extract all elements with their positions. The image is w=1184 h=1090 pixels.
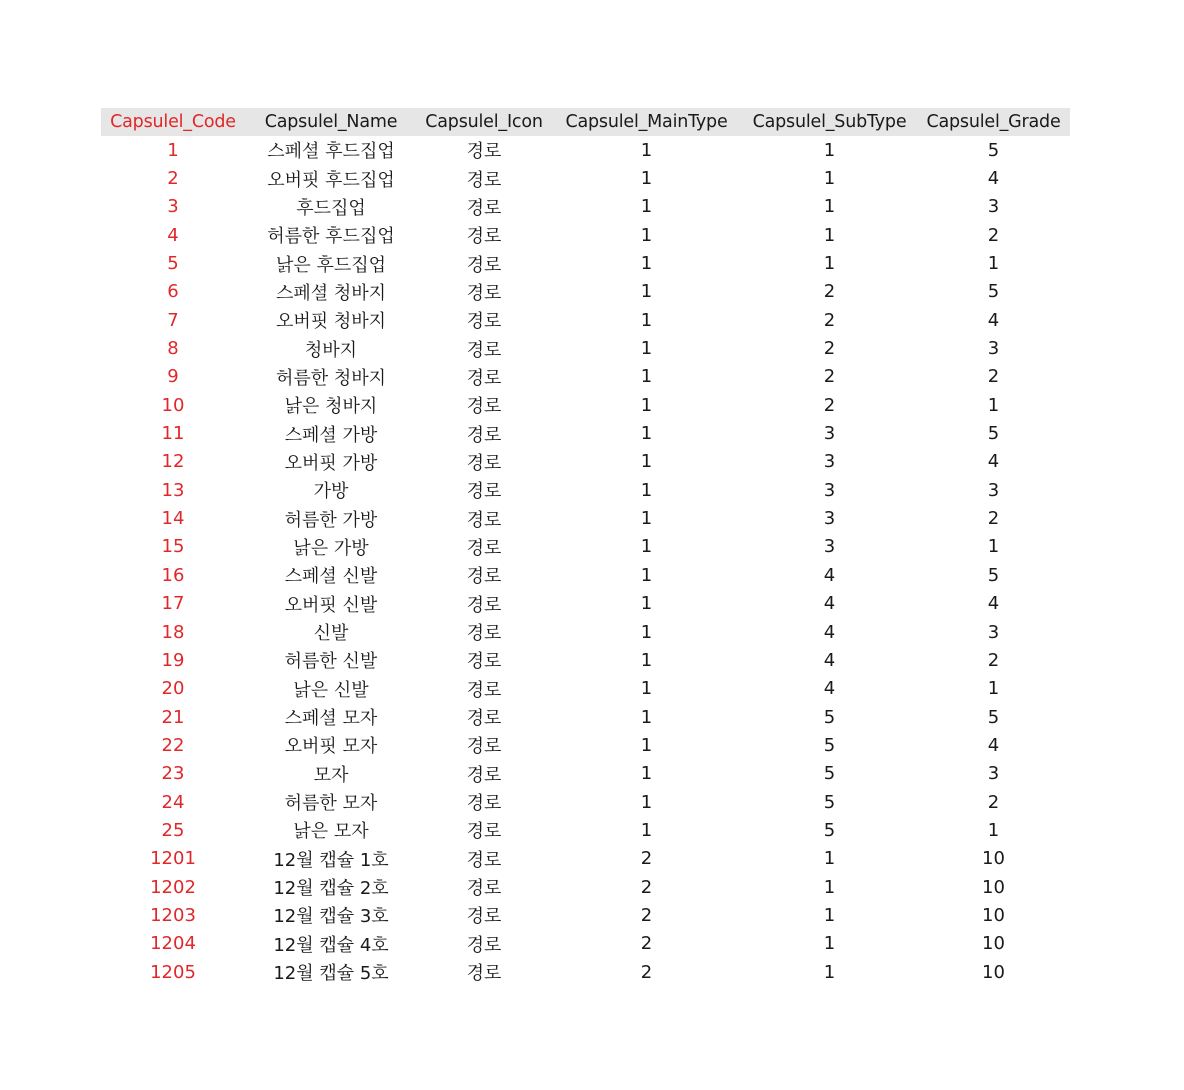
capsule-code-cell[interactable]: 1201	[150, 848, 196, 870]
capsule-icon-cell[interactable]: 경로	[466, 254, 502, 276]
capsule-code-cell[interactable]: 5	[167, 253, 179, 275]
capsule-sub-type-cell[interactable]: 3	[823, 423, 836, 445]
table-row[interactable]	[101, 419, 1070, 447]
capsule-grade-cell[interactable]: 1	[987, 678, 1000, 700]
capsule-main-type-cell[interactable]: 1	[640, 593, 653, 615]
capsule-main-type-cell[interactable]: 2	[640, 904, 653, 926]
capsule-icon-cell[interactable]: 경로	[466, 793, 502, 815]
capsule-main-type-cell[interactable]: 1	[640, 706, 653, 728]
capsule-code-cell[interactable]: 9	[167, 366, 179, 388]
capsule-sub-type-cell[interactable]: 4	[823, 564, 836, 586]
capsule-name-cell[interactable]: 12월 캡슐 3호	[273, 906, 389, 928]
capsule-sub-type-cell[interactable]: 2	[823, 366, 836, 388]
capsule-icon-cell[interactable]: 경로	[466, 367, 502, 389]
capsule-code-cell[interactable]: 25	[161, 819, 185, 841]
capsule-icon-cell[interactable]: 경로	[466, 452, 502, 474]
table-row[interactable]	[101, 930, 1070, 958]
capsule-code-cell[interactable]: 12	[161, 451, 185, 473]
capsule-icon-cell[interactable]: 경로	[466, 226, 502, 248]
capsule-name-cell[interactable]: 스페셜 가방	[284, 424, 378, 446]
capsule-sub-type-cell[interactable]: 1	[823, 253, 836, 275]
capsule-sub-type-cell[interactable]: 3	[823, 451, 836, 473]
capsule-code-cell[interactable]: 19	[161, 649, 185, 671]
capsule-name-cell[interactable]: 오버핏 후드집업	[267, 169, 395, 191]
table-row[interactable]	[101, 873, 1070, 901]
capsule-grade-cell[interactable]: 10	[982, 848, 1005, 870]
capsule-grade-cell[interactable]: 5	[987, 564, 1000, 586]
capsule-main-type-cell[interactable]: 1	[640, 451, 653, 473]
capsule-grade-cell[interactable]: 5	[987, 706, 1000, 728]
table-row[interactable]	[101, 958, 1070, 986]
table-row[interactable]	[101, 845, 1070, 873]
capsule-name-cell[interactable]: 오버핏 청바지	[275, 311, 387, 333]
capsule-main-type-cell[interactable]: 1	[640, 649, 653, 671]
capsule-grade-cell[interactable]: 2	[987, 508, 1000, 530]
capsule-icon-cell[interactable]: 경로	[466, 736, 502, 758]
capsule-sub-type-cell[interactable]: 2	[823, 394, 836, 416]
capsule-code-cell[interactable]: 10	[161, 394, 185, 416]
column-header-capsule-code[interactable]: Capsulel_Code	[110, 112, 236, 132]
capsule-main-type-cell[interactable]: 1	[640, 423, 653, 445]
capsule-main-type-cell[interactable]: 1	[640, 763, 653, 785]
capsule-main-type-cell[interactable]: 1	[640, 338, 653, 360]
capsule-code-cell[interactable]: 13	[161, 479, 185, 501]
capsule-code-cell[interactable]: 2	[167, 168, 179, 190]
capsule-sub-type-cell[interactable]: 1	[823, 139, 836, 161]
capsule-main-type-cell[interactable]: 1	[640, 819, 653, 841]
capsule-name-cell[interactable]: 허름한 후드집업	[267, 226, 395, 248]
capsule-code-cell[interactable]: 1204	[150, 933, 196, 955]
capsule-code-cell[interactable]: 1205	[150, 961, 196, 983]
capsule-sub-type-cell[interactable]: 5	[823, 819, 836, 841]
capsule-grade-cell[interactable]: 3	[987, 621, 1000, 643]
capsule-grade-cell[interactable]: 4	[987, 309, 1000, 331]
capsule-grade-cell[interactable]: 5	[987, 281, 1000, 303]
table-row[interactable]	[101, 561, 1070, 589]
capsule-code-cell[interactable]: 11	[161, 423, 185, 445]
capsule-main-type-cell[interactable]: 1	[640, 536, 653, 558]
capsule-name-cell[interactable]: 가방	[313, 481, 349, 503]
capsule-sub-type-cell[interactable]: 3	[823, 508, 836, 530]
capsule-code-cell[interactable]: 20	[161, 678, 185, 700]
capsule-main-type-cell[interactable]: 1	[640, 196, 653, 218]
capsule-grade-cell[interactable]: 2	[987, 366, 1000, 388]
table-row[interactable]	[101, 249, 1070, 277]
capsule-name-cell[interactable]: 12월 캡슐 2호	[273, 878, 389, 900]
capsule-code-cell[interactable]: 1	[167, 139, 179, 161]
capsule-code-cell[interactable]: 1203	[150, 904, 196, 926]
table-row[interactable]	[101, 221, 1070, 249]
capsule-grade-cell[interactable]: 10	[982, 904, 1005, 926]
capsule-data-table	[101, 108, 1070, 986]
table-row[interactable]	[101, 164, 1070, 192]
capsule-name-cell[interactable]: 모자	[313, 764, 349, 786]
capsule-name-cell[interactable]: 스페셜 모자	[284, 708, 378, 730]
capsule-name-cell[interactable]: 12월 캡슐 4호	[273, 934, 389, 956]
capsule-main-type-cell[interactable]: 1	[640, 309, 653, 331]
capsule-grade-cell[interactable]: 10	[982, 961, 1005, 983]
capsule-code-cell[interactable]: 14	[161, 508, 185, 530]
capsule-sub-type-cell[interactable]: 4	[823, 621, 836, 643]
capsule-name-cell[interactable]: 스페셜 후드집업	[267, 141, 395, 163]
capsule-sub-type-cell[interactable]: 1	[823, 196, 836, 218]
capsule-icon-cell[interactable]: 경로	[466, 708, 502, 730]
table-body	[101, 136, 1070, 986]
capsule-sub-type-cell[interactable]: 2	[823, 309, 836, 331]
capsule-name-cell[interactable]: 허름한 모자	[284, 793, 378, 815]
capsule-main-type-cell[interactable]: 1	[640, 139, 653, 161]
header-row	[101, 108, 1070, 136]
table-row[interactable]	[101, 675, 1070, 703]
capsule-sub-type-cell[interactable]: 1	[823, 961, 836, 983]
capsule-icon-cell[interactable]: 경로	[466, 594, 502, 616]
table-row[interactable]	[101, 391, 1070, 419]
capsule-main-type-cell[interactable]: 1	[640, 564, 653, 586]
capsule-icon-cell[interactable]: 경로	[466, 311, 502, 333]
capsule-name-cell[interactable]: 스페셜 청바지	[275, 282, 387, 304]
table-row[interactable]	[101, 788, 1070, 816]
table-row[interactable]	[101, 646, 1070, 674]
table-row[interactable]	[101, 278, 1070, 306]
capsule-code-cell[interactable]: 4	[167, 224, 179, 246]
capsule-icon-cell[interactable]: 경로	[466, 537, 502, 559]
capsule-icon-cell[interactable]: 경로	[466, 934, 502, 956]
capsule-name-cell[interactable]: 청바지	[304, 339, 358, 361]
capsule-grade-cell[interactable]: 3	[987, 763, 1000, 785]
table-row[interactable]	[101, 476, 1070, 504]
capsule-code-cell[interactable]: 21	[161, 706, 185, 728]
capsule-sub-type-cell[interactable]: 1	[823, 933, 836, 955]
capsule-grade-cell[interactable]: 5	[987, 139, 1000, 161]
column-header-capsule-name[interactable]: Capsulel_Name	[264, 112, 398, 132]
capsule-sub-type-cell[interactable]: 2	[823, 338, 836, 360]
capsule-code-cell[interactable]: 23	[161, 763, 185, 785]
capsule-code-cell[interactable]: 17	[161, 593, 185, 615]
capsule-main-type-cell[interactable]: 1	[640, 224, 653, 246]
table-row[interactable]	[101, 533, 1070, 561]
capsule-name-cell[interactable]: 허름한 청바지	[275, 367, 387, 389]
table-row[interactable]	[101, 901, 1070, 929]
capsule-grade-cell[interactable]: 3	[987, 196, 1000, 218]
capsule-main-type-cell[interactable]: 1	[640, 621, 653, 643]
capsule-icon-cell[interactable]: 경로	[466, 424, 502, 446]
capsule-icon-cell[interactable]: 경로	[466, 396, 502, 418]
table-row[interactable]	[101, 703, 1070, 731]
capsule-main-type-cell[interactable]: 1	[640, 479, 653, 501]
table-row[interactable]	[101, 760, 1070, 788]
capsule-sub-type-cell[interactable]: 1	[823, 876, 836, 898]
capsule-sub-type-cell[interactable]: 1	[823, 224, 836, 246]
column-header-capsule-main-type[interactable]: Capsulel_MainType	[565, 112, 728, 132]
capsule-grade-cell[interactable]: 5	[987, 423, 1000, 445]
capsule-code-cell[interactable]: 22	[161, 734, 185, 756]
capsule-name-cell[interactable]: 신발	[313, 623, 349, 645]
capsule-sub-type-cell[interactable]: 1	[823, 168, 836, 190]
capsule-icon-cell[interactable]: 경로	[466, 197, 502, 219]
capsule-name-cell[interactable]: 오버핏 신발	[284, 594, 378, 616]
capsule-grade-cell[interactable]: 1	[987, 819, 1000, 841]
capsule-grade-cell[interactable]: 2	[987, 224, 1000, 246]
capsule-icon-cell[interactable]: 경로	[466, 849, 502, 871]
capsule-main-type-cell[interactable]: 2	[640, 933, 653, 955]
table-row[interactable]	[101, 504, 1070, 532]
capsule-name-cell[interactable]: 스페셜 신발	[284, 566, 378, 588]
capsule-main-type-cell[interactable]: 1	[640, 366, 653, 388]
capsule-grade-cell[interactable]: 4	[987, 168, 1000, 190]
capsule-name-cell[interactable]: 후드집업	[296, 197, 366, 219]
capsule-sub-type-cell[interactable]: 5	[823, 734, 836, 756]
table-row[interactable]	[101, 363, 1070, 391]
capsule-sub-type-cell[interactable]: 5	[823, 763, 836, 785]
capsule-code-cell[interactable]: 15	[161, 536, 185, 558]
capsule-name-cell[interactable]: 낡은 후드집업	[275, 254, 387, 276]
capsule-code-cell[interactable]: 16	[161, 564, 185, 586]
capsule-name-cell[interactable]: 낡은 가방	[293, 537, 369, 559]
capsule-grade-cell[interactable]: 10	[982, 933, 1005, 955]
capsule-icon-cell[interactable]: 경로	[466, 821, 502, 843]
capsule-main-type-cell[interactable]: 1	[640, 678, 653, 700]
capsule-name-cell[interactable]: 낡은 모자	[293, 821, 369, 843]
capsule-icon-cell[interactable]: 경로	[466, 282, 502, 304]
capsule-grade-cell[interactable]: 1	[987, 536, 1000, 558]
capsule-name-cell[interactable]: 낡은 신발	[293, 679, 369, 701]
table-row[interactable]	[101, 590, 1070, 618]
capsule-grade-cell[interactable]: 2	[987, 649, 1000, 671]
capsule-icon-cell[interactable]: 경로	[466, 339, 502, 361]
table-row[interactable]	[101, 136, 1070, 164]
capsule-sub-type-cell[interactable]: 2	[823, 281, 836, 303]
capsule-grade-cell[interactable]: 1	[987, 253, 1000, 275]
capsule-name-cell[interactable]: 12월 캡슐 5호	[273, 963, 389, 985]
table-row[interactable]	[101, 193, 1070, 221]
capsule-icon-cell[interactable]: 경로	[466, 906, 502, 928]
capsule-name-cell[interactable]: 12월 캡슐 1호	[273, 849, 389, 871]
capsule-main-type-cell[interactable]: 2	[640, 961, 653, 983]
capsule-sub-type-cell[interactable]: 5	[823, 706, 836, 728]
capsule-name-cell[interactable]: 낡은 청바지	[284, 396, 378, 418]
capsule-code-cell[interactable]: 18	[161, 621, 185, 643]
capsule-code-cell[interactable]: 7	[167, 309, 179, 331]
table-row[interactable]	[101, 816, 1070, 844]
capsule-icon-cell[interactable]: 경로	[466, 878, 502, 900]
capsule-name-cell[interactable]: 허름한 신발	[284, 651, 378, 673]
capsule-grade-cell[interactable]: 1	[987, 394, 1000, 416]
capsule-grade-cell[interactable]: 3	[987, 479, 1000, 501]
capsule-code-cell[interactable]: 6	[167, 281, 179, 303]
capsule-icon-cell[interactable]: 경로	[466, 169, 502, 191]
capsule-icon-cell[interactable]: 경로	[466, 481, 502, 503]
capsule-icon-cell[interactable]: 경로	[466, 764, 502, 786]
capsule-grade-cell[interactable]: 3	[987, 338, 1000, 360]
capsule-main-type-cell[interactable]: 1	[640, 168, 653, 190]
capsule-main-type-cell[interactable]: 1	[640, 281, 653, 303]
capsule-sub-type-cell[interactable]: 4	[823, 678, 836, 700]
table-row[interactable]	[101, 618, 1070, 646]
table-row[interactable]	[101, 334, 1070, 362]
capsule-main-type-cell[interactable]: 1	[640, 508, 653, 530]
capsule-icon-cell[interactable]: 경로	[466, 509, 502, 531]
capsule-sub-type-cell[interactable]: 4	[823, 649, 836, 671]
capsule-main-type-cell[interactable]: 1	[640, 394, 653, 416]
capsule-name-cell[interactable]: 허름한 가방	[284, 509, 378, 531]
capsule-icon-cell[interactable]: 경로	[466, 141, 502, 163]
column-header-capsule-sub-type[interactable]: Capsulel_SubType	[752, 112, 907, 132]
capsule-code-cell[interactable]: 1202	[150, 876, 196, 898]
capsule-sub-type-cell[interactable]: 1	[823, 848, 836, 870]
capsule-main-type-cell[interactable]: 1	[640, 791, 653, 813]
capsule-icon-cell[interactable]: 경로	[466, 566, 502, 588]
capsule-grade-cell[interactable]: 2	[987, 791, 1000, 813]
capsule-code-cell[interactable]: 24	[161, 791, 185, 813]
capsule-icon-cell[interactable]: 경로	[466, 963, 502, 985]
capsule-main-type-cell[interactable]: 2	[640, 848, 653, 870]
capsule-grade-cell[interactable]: 4	[987, 451, 1000, 473]
capsule-icon-cell[interactable]: 경로	[466, 623, 502, 645]
capsule-sub-type-cell[interactable]: 5	[823, 791, 836, 813]
column-header-capsule-icon[interactable]: Capsulel_Icon	[425, 112, 543, 132]
capsule-main-type-cell[interactable]: 2	[640, 876, 653, 898]
capsule-grade-cell[interactable]: 4	[987, 593, 1000, 615]
capsule-main-type-cell[interactable]: 1	[640, 734, 653, 756]
capsule-name-cell[interactable]: 오버핏 가방	[284, 452, 378, 474]
capsule-main-type-cell[interactable]: 1	[640, 253, 653, 275]
capsule-icon-cell[interactable]: 경로	[466, 679, 502, 701]
capsule-sub-type-cell[interactable]: 1	[823, 904, 836, 926]
capsule-icon-cell[interactable]: 경로	[466, 651, 502, 673]
capsule-grade-cell[interactable]: 10	[982, 876, 1005, 898]
capsule-code-cell[interactable]: 3	[167, 196, 179, 218]
capsule-sub-type-cell[interactable]: 3	[823, 536, 836, 558]
table-row[interactable]	[101, 306, 1070, 334]
capsule-code-cell[interactable]: 8	[167, 338, 179, 360]
column-header-capsule-grade[interactable]: Capsulel_Grade	[926, 112, 1061, 132]
capsule-grade-cell[interactable]: 4	[987, 734, 1000, 756]
table-row[interactable]	[101, 731, 1070, 759]
table-row[interactable]	[101, 448, 1070, 476]
capsule-sub-type-cell[interactable]: 4	[823, 593, 836, 615]
capsule-name-cell[interactable]: 오버핏 모자	[284, 736, 378, 758]
capsule-sub-type-cell[interactable]: 3	[823, 479, 836, 501]
